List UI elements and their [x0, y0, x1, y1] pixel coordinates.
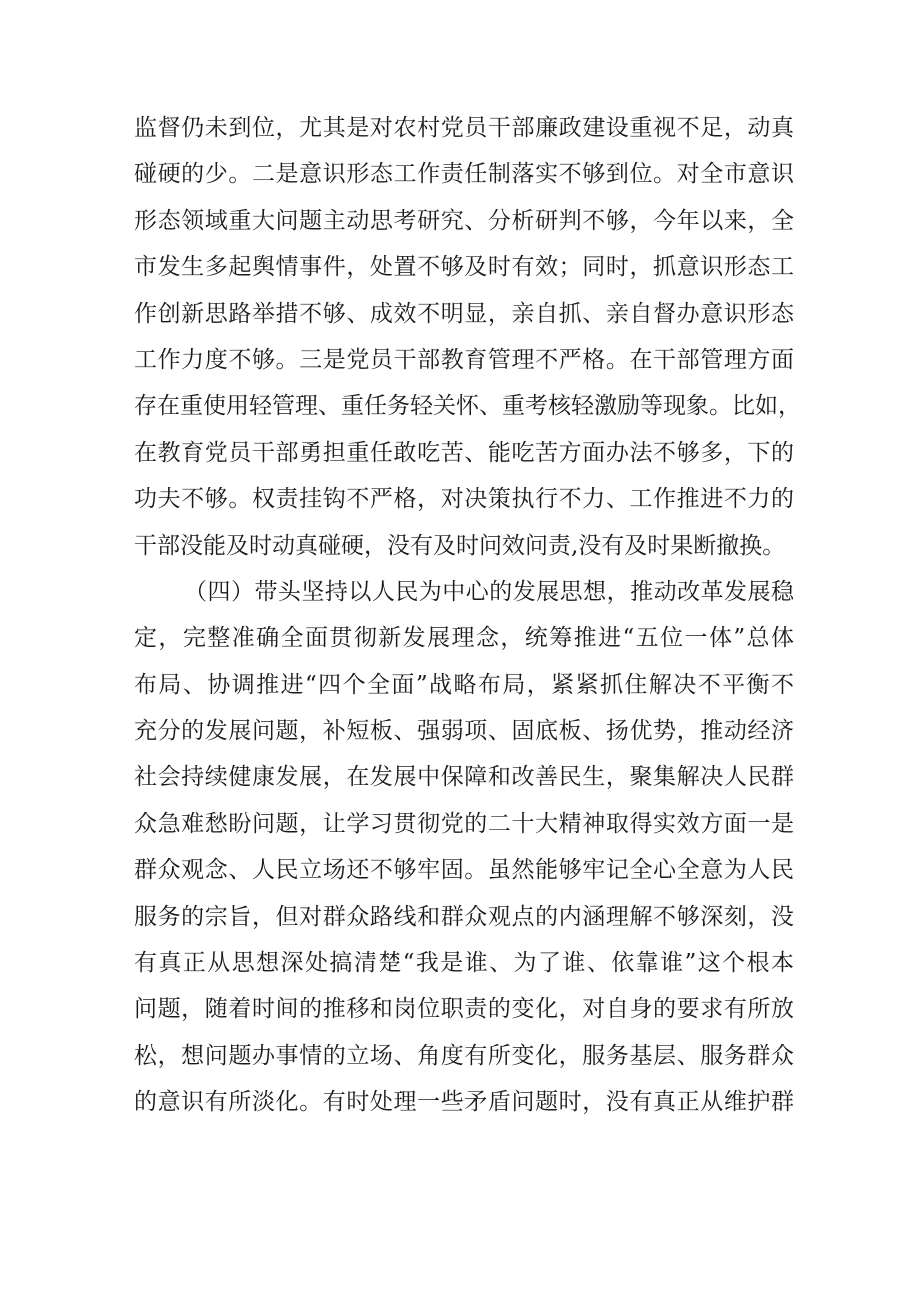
text-line-2: 碰硬的少。二是意识形态工作责任制落实不够到位。对全市意识 — [134, 161, 794, 188]
text-line-9: 功夫不够。权责挂钩不严格，对决策执行不力、工作推进不力的 — [134, 486, 794, 513]
body-text — [134, 105, 801, 1126]
text-line-22: 的意识有所淡化。有时处理一些矛盾问题时，没有真正从维护群 — [134, 1089, 794, 1116]
text-line-8: 在教育党员干部勇担重任敢吃苦、能吃苦方面办法不够多，下的 — [134, 439, 794, 466]
section-four-first-line: （四）带头坚持以人民为中心的发展思想，推动改革发展稳 — [184, 578, 794, 605]
text-line-5: 作创新思路举措不够、成效不明显，亲自抓、亲自督办意识形态 — [134, 300, 794, 327]
text-line-4: 市发生多起舆情事件，处置不够及时有效；同时，抓意识形态工 — [134, 254, 794, 281]
text-line-6: 工作力度不够。三是党员干部教育管理不严格。在干部管理方面 — [134, 346, 794, 373]
text-line-7: 存在重使用轻管理、重任务轻关怀、重考核轻激励等现象。比如， — [134, 393, 801, 420]
text-line-3: 形态领域重大问题主动思考研究、分析研判不够，今年以来，全 — [134, 207, 794, 234]
text-line-19: 有真正从思想深处搞清楚“我是谁、为了谁、依靠谁”这个根本 — [134, 950, 794, 977]
text-line-17: 群众观念、人民立场还不够牢固。虽然能够牢记全心全意为人民 — [134, 857, 794, 884]
text-line-18: 服务的宗旨，但对群众路线和群众观点的内涵理解不够深刻，没 — [134, 903, 794, 930]
text-line-1: 监督仍未到位，尤其是对农村党员干部廉政建设重视不足，动真 — [134, 115, 794, 141]
text-line-14: 充分的发展问题，补短板、强弱项、固底板、扬优势，推动经济 — [134, 718, 794, 745]
text-line-13: 布局、协调推进“四个全面”战略布局，紧紧抓住解决不平衡不 — [134, 671, 794, 698]
text-line-20: 问题，随着时间的推移和岗位职责的变化，对自身的要求有所放 — [134, 996, 794, 1023]
text-line-12: 定，完整准确全面贯彻新发展理念，统筹推进“五位一体”总体 — [134, 625, 794, 652]
text-line-21: 松，想问题办事情的立场、角度有所变化，服务基层、服务群众 — [134, 1042, 794, 1069]
text-line-16: 众急难愁盼问题，让学习贯彻党的二十大精神取得实效方面一是 — [134, 810, 794, 837]
text-line-10: 干部没能及时动真碰硬，没有及时问效问责,没有及时果断撤换。 — [134, 532, 786, 559]
text-line-15: 社会持续健康发展，在发展中保障和改善民生，聚集解决人民群 — [134, 764, 794, 791]
